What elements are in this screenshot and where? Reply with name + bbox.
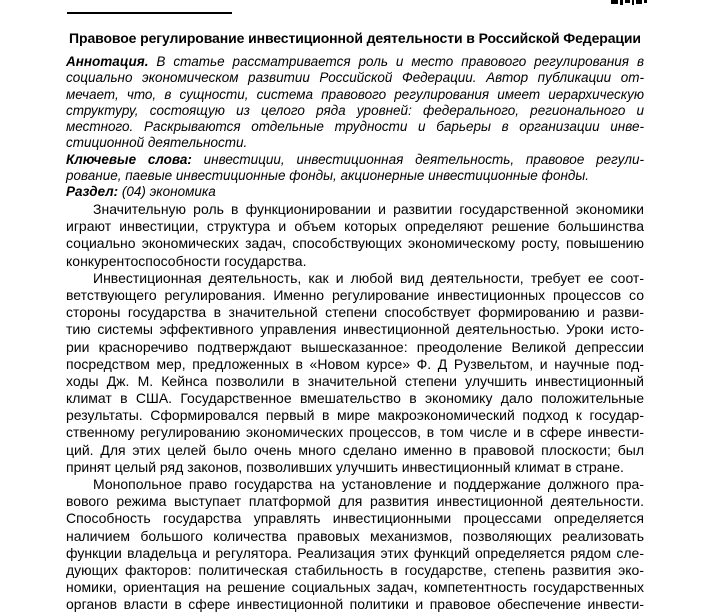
text-line: ций. Для этих целей было очень много сделано именно в правовой плоскости; был xyxy=(66,441,644,458)
text-line: играют инвестиции, структура и объем которых определяют решение большинства xyxy=(66,218,644,235)
inline-label: Раздел: xyxy=(66,184,119,200)
inline-label: Аннотация. xyxy=(66,54,149,69)
text-line: ветствующего регулирования. Именно регулирование инвестиционных процессов со xyxy=(66,286,644,303)
text-line: наличием большого количества правовых механизмов, позволяющих реализовать xyxy=(66,527,644,544)
text-line: функции владельца и регулятора. Реализация этих функций определяется рядом сле- xyxy=(66,544,644,561)
text-line: Аннотация. В статье рассматривается роль и место правового регулирования в xyxy=(66,54,644,69)
text-line: конкурентоспособности государства. xyxy=(66,252,307,269)
text-line: Монопольное право государства на установление и поддержание должного пра- xyxy=(93,476,644,492)
text-line: Раздел: (04) экономика xyxy=(66,184,216,200)
text-line: стороны государства в значительной степени способствует формированию и разви- xyxy=(66,304,644,321)
text-line: вового режима выступает платформой для развития инвестиционной деятельности. xyxy=(66,493,644,510)
text-line: местного. Раскрываются отдельные трудности и барьеры в организации инве- xyxy=(66,119,644,135)
text-line: рии красноречиво подтверждают вышесказанное: преодоление Великой депрессии xyxy=(66,338,644,355)
cut-off-corner-mark-icon xyxy=(611,0,647,6)
text-line: Значительную роль в функционировании и развитии государственной экономики xyxy=(93,201,644,217)
text-line: социально экономическом развитии Российской Федерации. Автор публикации от- xyxy=(66,70,644,86)
text-line: мечает, что, в сущности, система правового регулирования имеет иерархическую xyxy=(66,86,644,102)
text-line: Инвестиционная деятельность, как и любой вид деятельности, требует ее соот- xyxy=(93,269,644,286)
text-line: социально экономических задач, способствующих экономическому росту, повышению xyxy=(66,235,644,252)
text-line: посредством мер, предложенных в «Новом курсе» Ф. Д Рузвельтом, и научные под- xyxy=(66,355,644,372)
text-line: результаты. Сформировался первый в мире макроэкономический подход к государ- xyxy=(66,407,644,424)
text-line: тию системы эффективного управления инвестиционной деятельностью. Уроки исто- xyxy=(66,321,644,338)
abstract-block xyxy=(66,54,644,201)
text-line: структуру, состоящую из целого ряда уровней: федерального, регионального и xyxy=(66,102,644,118)
article-title: Правовое регулирование инвестиционной деятельности в Российской Федерации xyxy=(69,30,641,46)
text-line: принят целый ряд законов, позволивших улучшить инвестиционный климат в стране. xyxy=(66,458,624,475)
text-line: рование, паевые инвестиционные фонды, акционерные инвестиционные фонды. xyxy=(66,168,590,184)
text-line: ходы Дж. М. Кейнса позволили в значительной степени улучшить инвестиционный xyxy=(66,372,644,389)
text-line: номики, ориентация на решение социальных задач, компетентность государственных xyxy=(66,579,644,596)
article-body xyxy=(66,201,644,614)
text-line: ственному регулированию экономических процессов, в том числе и в сфере инвести- xyxy=(66,424,644,441)
text-line: Способность государства управлять инвестиционными процессами определяется xyxy=(66,510,644,527)
text-line: органов власти в сфере инвестиционной политики и правовое обеспечение инвести- xyxy=(66,596,644,613)
text-line: дующих факторов: политическая стабильность в государстве, степень развития эко- xyxy=(66,561,644,578)
header-rule xyxy=(67,12,232,14)
text-line: климат в США. Государственное вмешательство в экономику дало положительные xyxy=(66,390,644,407)
text-line: стиционной деятельности. xyxy=(66,135,248,151)
inline-label: Ключевые слова: xyxy=(66,151,192,167)
text-line: Ключевые слова: инвестиции, инвестиционная деятельность, правовое регули- xyxy=(66,151,645,167)
